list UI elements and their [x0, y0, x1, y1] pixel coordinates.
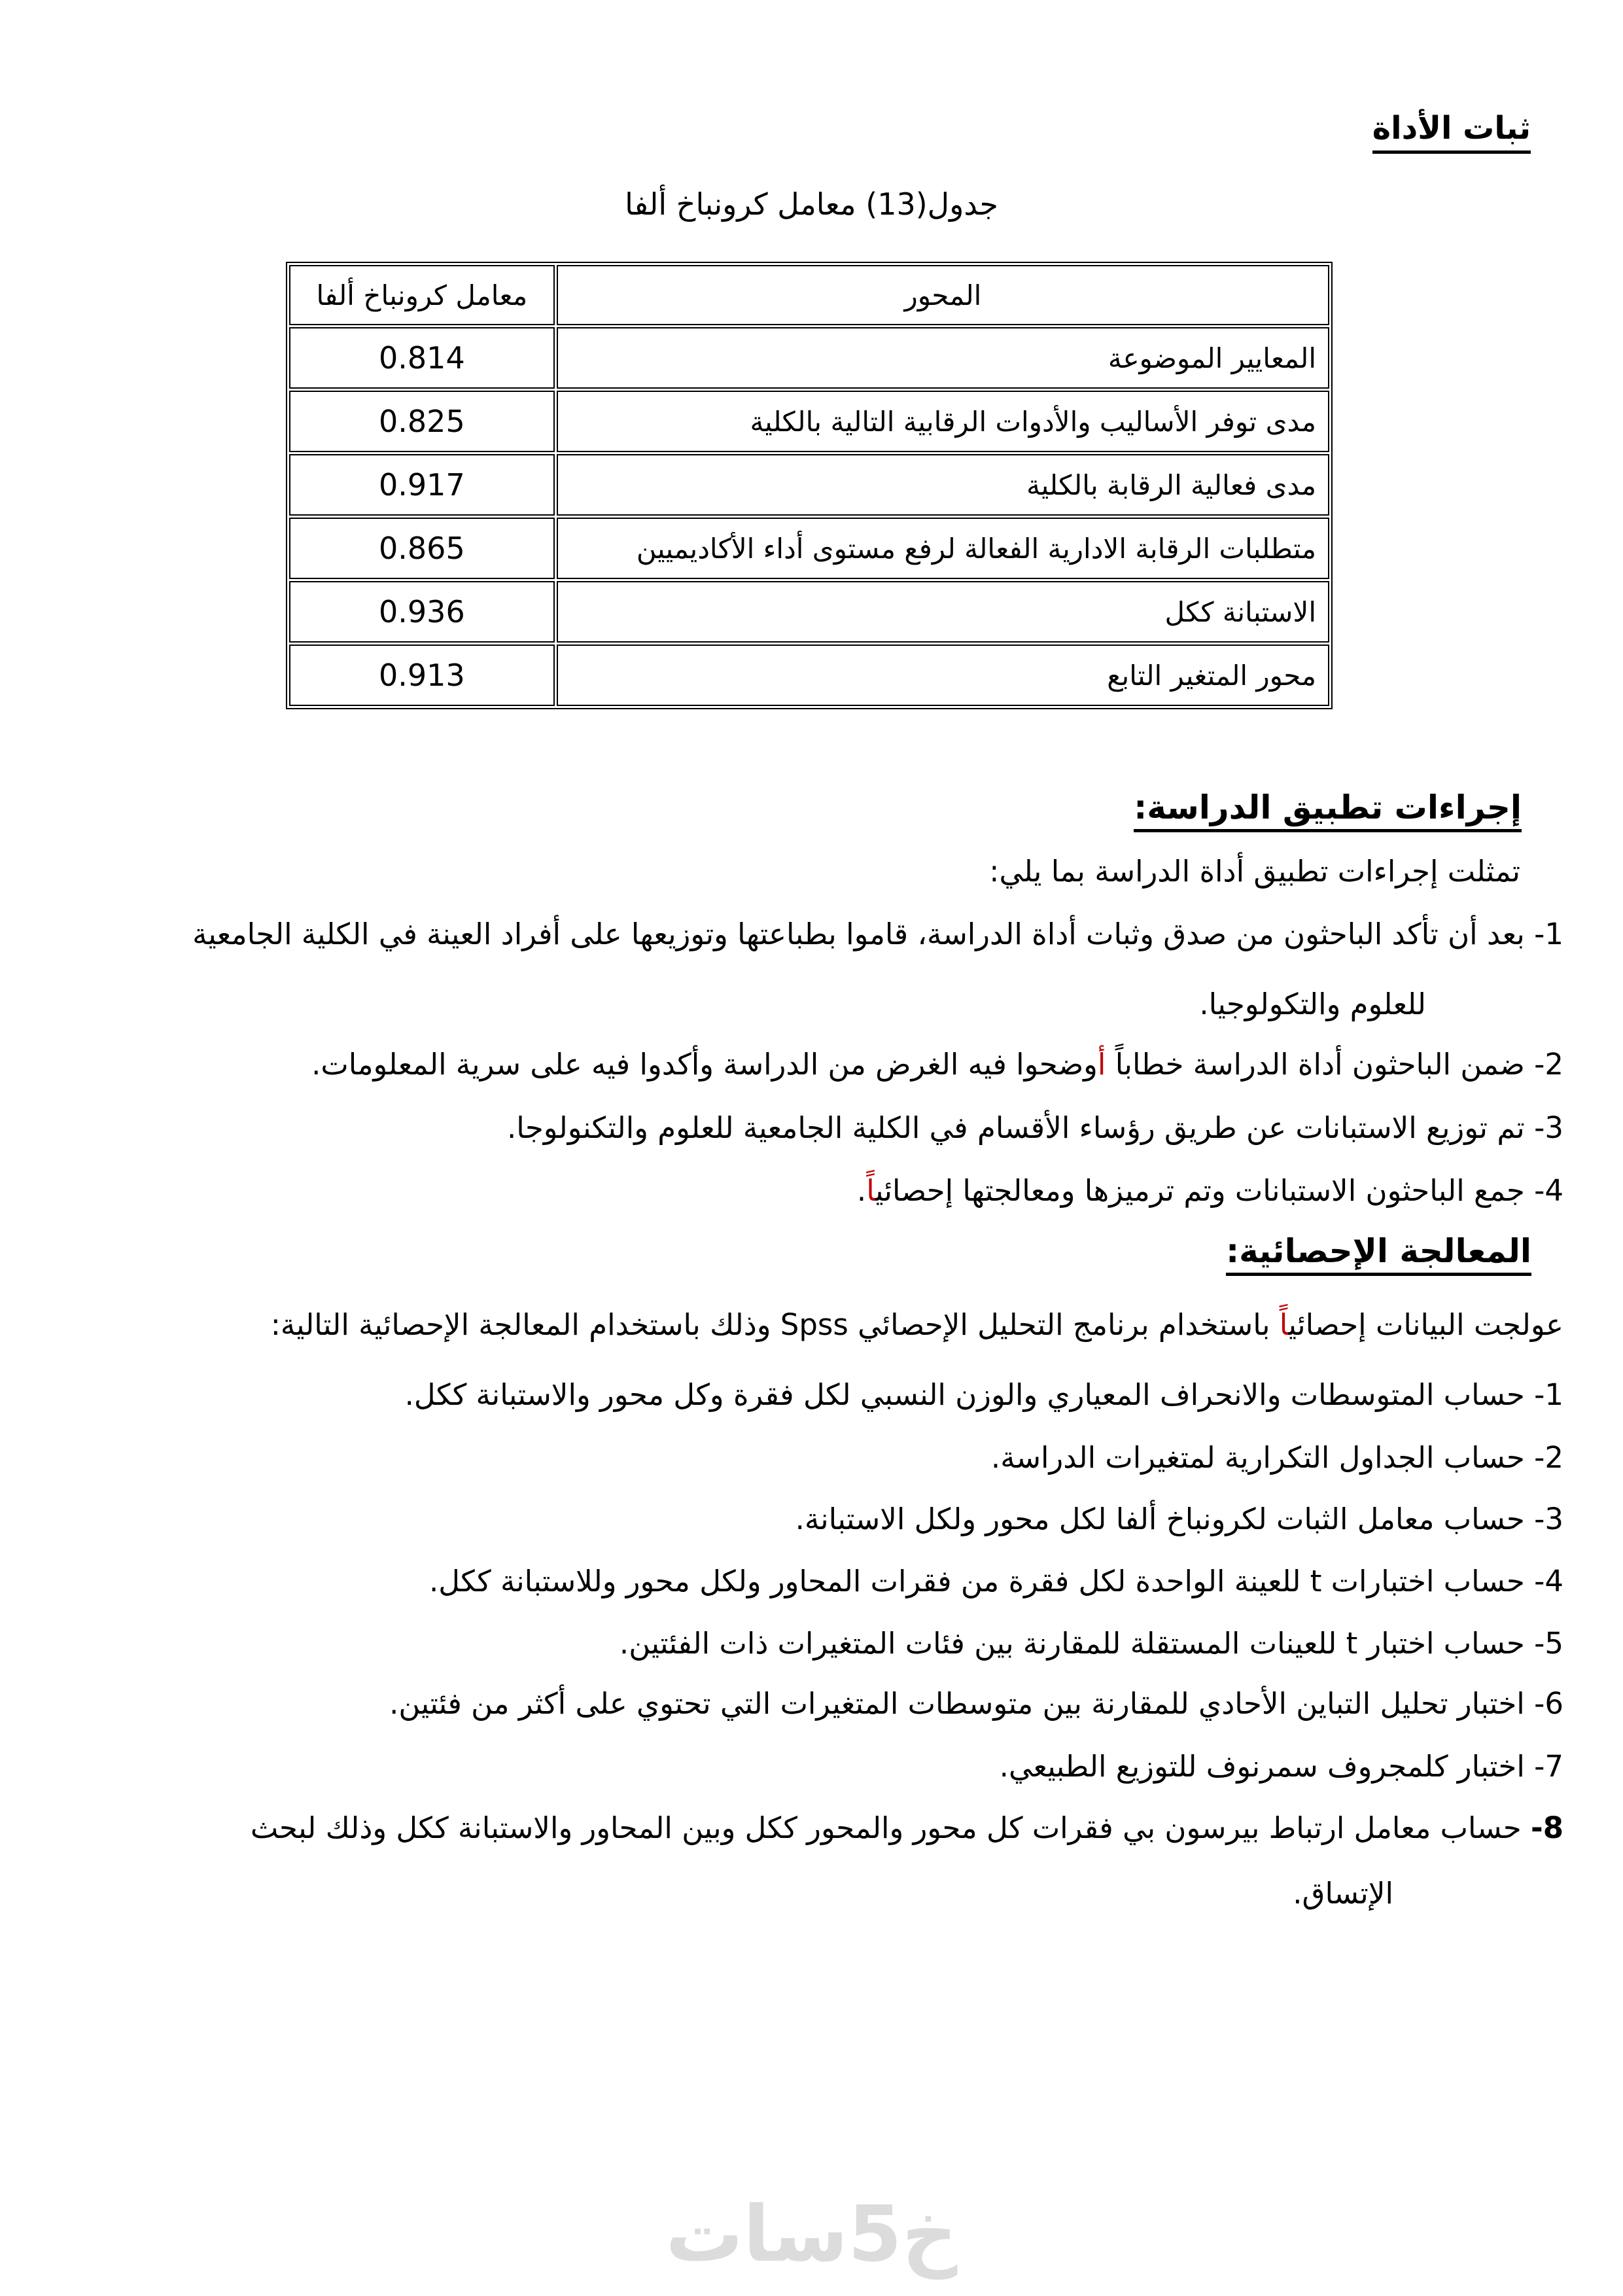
statistics-item-8 [251, 1807, 1563, 1849]
statistics-item-8-continued: الإتساق. [1293, 1876, 1393, 1911]
table-row [289, 327, 1329, 389]
procedures-heading: إجراءات تطبيق الدراسة: [1134, 788, 1522, 832]
text-segment: وضحوا فيه الغرض من الدراسة وأكدوا فيه على سرية المعلومات. [311, 1047, 1098, 1082]
alpha-cell: 0.936 [289, 581, 555, 643]
statistics-heading: المعالجة الإحصائية: [1226, 1232, 1531, 1276]
procedures-intro: تمثلت إجراءات تطبيق أداة الدراسة بما يلي: [989, 854, 1520, 889]
alpha-cell: 0.825 [289, 391, 555, 452]
statistics-item-6: 6- اختبار تحليل التباين الأحادي للمقارنة بين متوسطات المتغيرات التي تحتوي على أكثر من فئتين. [389, 1686, 1563, 1721]
text-segment: حساب معامل ارتباط بيرسون بي فقرات كل محور والمحور ككل وبين المحاور والاستبانة ككل وذلك لبحث [250, 1810, 1531, 1845]
procedure-item-1: 1- بعد أن تأكد الباحثون من صدق وثبات أداة الدراسة، قاموا بطباعتها وتوزيعها على أفراد العينة في الكلية الجامعية [192, 917, 1563, 951]
text-segment: 4- جمع الباحثون الاستبانات وتم ترميزها ومعالجتها إحصائي [875, 1173, 1563, 1208]
text-segment: اً [1279, 1307, 1289, 1342]
statistics-intro [271, 1304, 1563, 1346]
procedure-item-1-continued: للعلوم والتكولوجيا. [1199, 987, 1426, 1021]
header-alpha: معامل كرونباخ ألفا [289, 265, 555, 325]
table-row [289, 645, 1329, 706]
text-segment: باستخدام برنامج التحليل الإحصائي Spss وذلك باستخدام المعالجة الإحصائية التالية: [270, 1307, 1280, 1342]
table-row [289, 391, 1329, 452]
axis-cell: متطلبات الرقابة الادارية الفعالة لرفع مستوى أداء الأكاديميين [557, 518, 1329, 579]
axis-cell: مدى توفر الأساليب والأدوات الرقابية التالية بالكلية [557, 391, 1329, 452]
text-segment: 8- [1531, 1810, 1563, 1845]
statistics-item-2: 2- حساب الجداول التكرارية لمتغيرات الدراسة. [990, 1440, 1563, 1475]
statistics-item-4: 4- حساب اختبارات t للعينة الواحدة لكل فقرة من فقرات المحاور ولكل محور وللاستبانة ككل. [429, 1564, 1563, 1598]
alpha-cell: 0.917 [289, 454, 555, 516]
cronbach-alpha-table [286, 262, 1333, 709]
axis-cell: المعايير الموضوعة [557, 327, 1329, 389]
table-row [289, 454, 1329, 516]
header-axis: المحور [557, 265, 1329, 325]
axis-cell: الاستبانة ككل [557, 581, 1329, 643]
alpha-cell: 0.913 [289, 645, 555, 706]
procedure-item-2 [311, 1044, 1563, 1086]
text-segment: . [856, 1173, 867, 1208]
text-segment: اً [866, 1173, 875, 1208]
axis-cell: مدى فعالية الرقابة بالكلية [557, 454, 1329, 516]
procedure-item-4 [857, 1170, 1563, 1212]
text-segment: 2- ضمن الباحثون أداة الدراسة خطاباً [1106, 1047, 1563, 1082]
axis-cell: محور المتغير التابع [557, 645, 1329, 706]
statistics-item-7: 7- اختبار كلمجروف سمرنوف للتوزيع الطبيعي. [999, 1749, 1563, 1784]
statistics-item-3: 3- حساب معامل الثبات لكرونباخ ألفا لكل محور ولكل الاستبانة. [795, 1502, 1563, 1536]
statistics-item-5: 5- حساب اختبار t للعينات المستقلة للمقارنة بين فئات المتغيرات ذات الفئتين. [619, 1626, 1563, 1661]
statistics-item-1: 1- حساب المتوسطات والانحراف المعياري والوزن النسبي لكل فقرة وكل محور والاستبانة ككل. [404, 1377, 1563, 1412]
text-segment: عولجت البيانات إحصائي [1288, 1307, 1563, 1342]
alpha-cell: 0.814 [289, 327, 555, 389]
table-caption: جدول(13) معامل كرونباخ ألفا [625, 186, 998, 222]
text-segment: أ [1097, 1047, 1106, 1082]
table-header-row [289, 265, 1329, 325]
procedure-item-3: 3- تم توزيع الاستبانات عن طريق رؤساء الأقسام في الكلية الجامعية للعلوم والتكنولوجا. [506, 1110, 1563, 1145]
alpha-cell: 0.865 [289, 518, 555, 579]
page-title: ثبات الأداة [1372, 110, 1531, 154]
table-row [289, 581, 1329, 643]
table-row [289, 518, 1329, 579]
khamsat-watermark-logo: خ5سات [665, 2189, 958, 2279]
